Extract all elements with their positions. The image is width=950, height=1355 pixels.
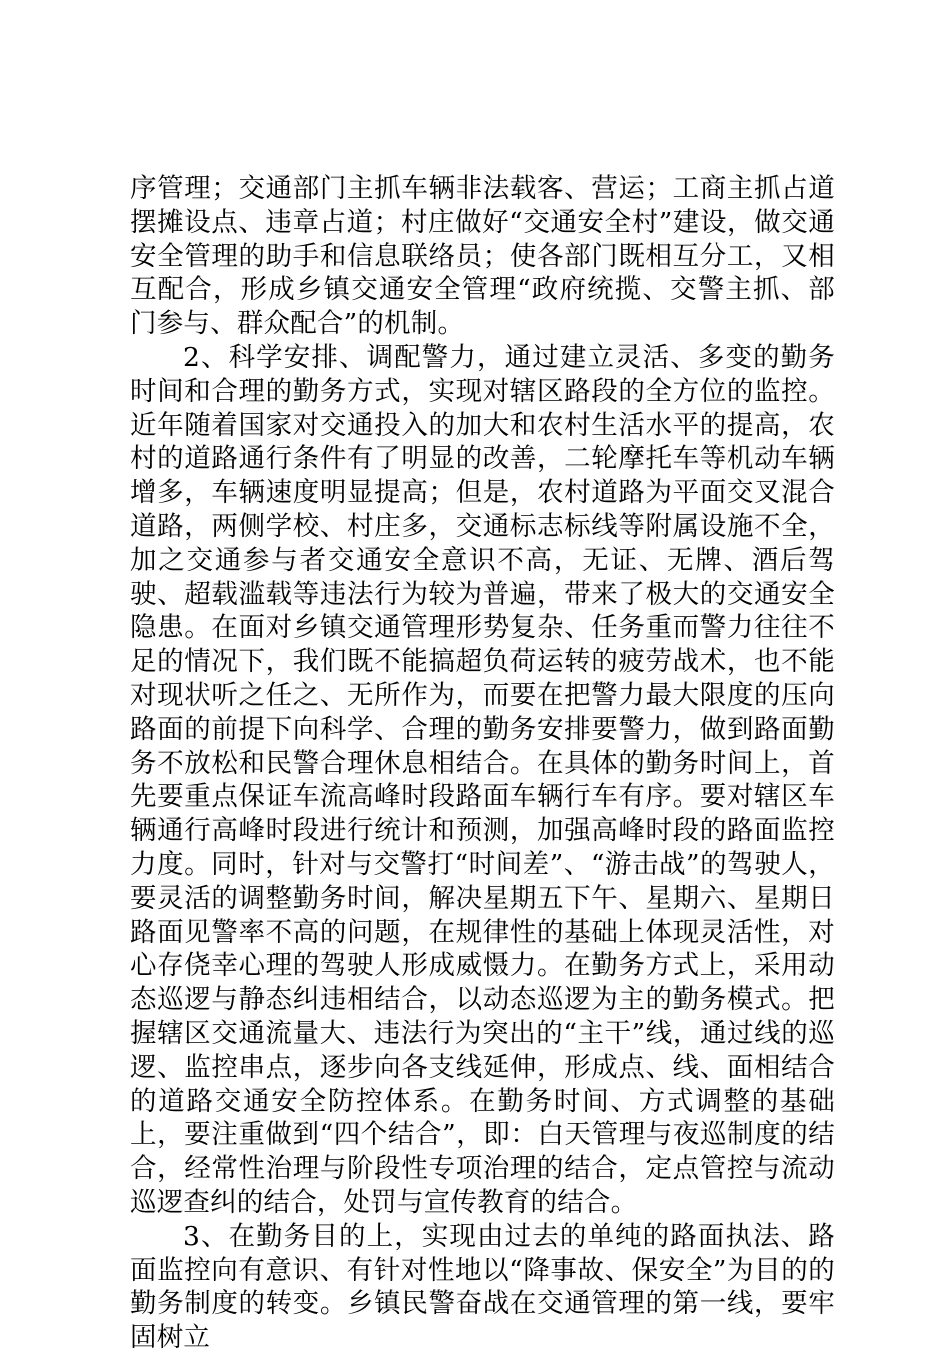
paragraph-continuation: 序管理；交通部门主抓车辆非法载客、营运；工商主抓占道摆摊设点、违章占道；村庄做好“交通安全村”建设，做交通安全管理的助手和信息联络员；使各部门既相互分工，又相互配合，形成乡镇交通安全管理“政府统揽、交警主抓、部门参与、群众配合”的机制。 <box>130 173 835 340</box>
document-body <box>130 172 835 1355</box>
paragraph-item-2: 2、科学安排、调配警力，通过建立灵活、多变的勤务时间和合理的勤务方式，实现对辖区路段的全方位的监控。近年随着国家对交通投入的加大和农村生活水平的提高，农村的道路通行条件有了明显的改善，二轮摩托车等机动车辆增多，车辆速度明显提高；但是，农村道路为平面交叉混合道路，两侧学校、村庄多，交通标志标线等附属设施不全，加之交通参与者交通安全意识不高，无证、无牌、酒后驾驶、超载滥载等违法行为较为普遍，带来了极大的交通安全隐患。在面对乡镇交通管理形势复杂、任务重而警力往往不足的情况下，我们既不能搞超负荷运转的疲劳战术，也不能对现状听之任之、无所作为，而要在把警力最大限度的压向路面的前提下向科学、合理的勤务安排要警力，做到路面勤务不放松和民警合理休息相结合。在具体的勤务时间上，首先要重点保证车流高峰时段路面车辆行车有序。要对辖区车辆通行高峰时段进行统计和预测，加强高峰时段的路面监控力度。同时，针对与交警打“时间差”、“游击战”的驾驶人，要灵活的调整勤务时间，解决星期五下午、星期六、星期日路面见警率不高的问题，在规律性的基础上体现灵活性，对心存侥幸心理的驾驶人形成威慑力。在勤务方式上，采用动态巡逻与静态纠违相结合，以动态巡逻为主的勤务模式。把握辖区交通流量大、违法行为突出的“主干”线，通过线的巡逻、监控串点，逐步向各支线延伸，形成点、线、面相结合的道路交通安全防控体系。在勤务时间、方式调整的基础上，要注重做到“四个结合”，即：白天管理与夜巡制度的结合，经常性治理与阶段性专项治理的结合，定点管控与流动巡逻查纠的结合，处罚与宣传教育的结合。 <box>130 341 835 1218</box>
paragraph-item-3: 3、在勤务目的上，实现由过去的单纯的路面执法、路面监控向有意识、有针对性地以“降事故、保安全”为目的的勤务制度的转变。乡镇民警奋战在交通管理的第一线，要牢固树立 <box>130 1220 835 1354</box>
